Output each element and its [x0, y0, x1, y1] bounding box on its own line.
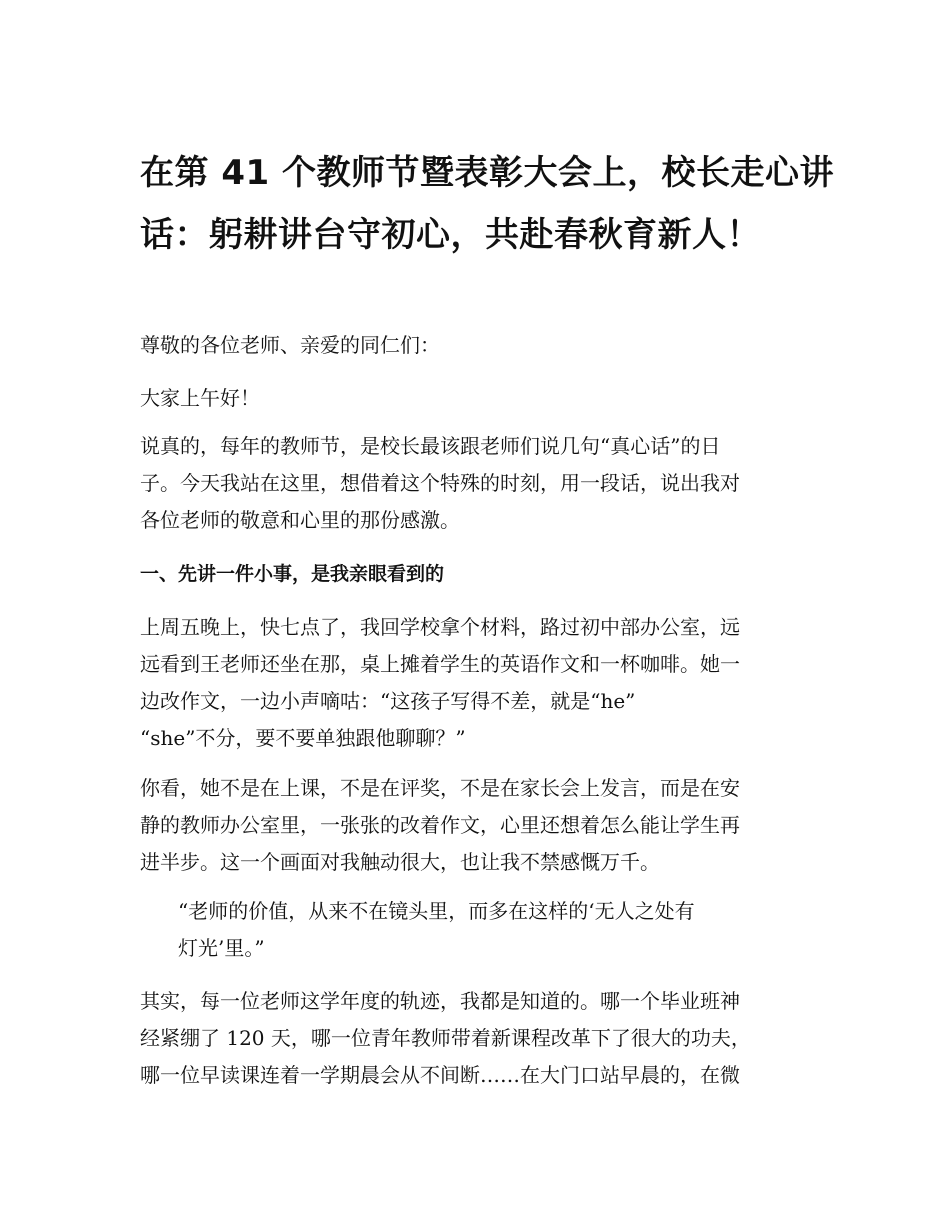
quote-block [178, 893, 798, 967]
document-title [140, 142, 834, 266]
opening-greeting: 大家上午好！ [140, 386, 260, 410]
salutation: 尊敬的各位老师、亲爱的同仁们： [140, 333, 440, 357]
text-line: 说真的，每年的教师节，是校长最该跟老师们说几句“真心话”的日 [140, 434, 721, 458]
text-line: 其实，每一位老师这学年度的轨迹，我都是知道的。哪一个毕业班神 [140, 989, 740, 1013]
text-line: 上周五晚上，快七点了，我回学校拿个材料，路过初中部办公室，远 [140, 615, 740, 639]
text-line: 经紧绷了 120 天，哪一位青年教师带着新课程改革下了很大的功夫， [140, 1026, 751, 1050]
text-line: 哪一位早读课连着一学期晨会从不间断……在大门口站早晨的，在微 [140, 1063, 740, 1087]
paragraph-reflection [140, 770, 810, 881]
paragraph-appreciation [140, 983, 810, 1094]
text-line: 远看到王老师还坐在那，桌上摊着学生的英语作文和一杯咖啡。她一 [140, 652, 740, 676]
quote-line: “老师的价值，从来不在镜头里，而多在这样的‘无人之处有 [178, 899, 695, 923]
text-line: 边改作文，一边小声嘀咕：“这孩子写得不差，就是“he” [140, 689, 636, 713]
paragraph-story [140, 609, 810, 757]
paragraph-intro [140, 428, 810, 539]
text-line: 静的教师办公室里，一张张的改着作文，心里还想着怎么能让学生再 [140, 813, 740, 837]
section-heading: 一、先讲一件小事，是我亲眼看到的 [140, 563, 445, 585]
title-line: 在第 41 个教师节暨表彰大会上，校长走心讲 [140, 153, 834, 193]
text-line: 子。今天我站在这里，想借着这个特殊的时刻，用一段话，说出我对 [140, 471, 740, 495]
text-line: 各位老师的敬意和心里的那份感激。 [140, 508, 460, 532]
text-line: 进半步。这一个画面对我触动很大，也让我不禁感慨万千。 [140, 850, 660, 874]
text-line: “she”不分，要不要单独跟他聊聊？” [140, 726, 466, 750]
quote-line: 灯光’里。” [178, 936, 265, 960]
text-line: 你看，她不是在上课，不是在评奖，不是在家长会上发言，而是在安 [140, 776, 740, 800]
title-line: 话：躬耕讲台守初心，共赴春秋育新人！ [140, 215, 761, 255]
